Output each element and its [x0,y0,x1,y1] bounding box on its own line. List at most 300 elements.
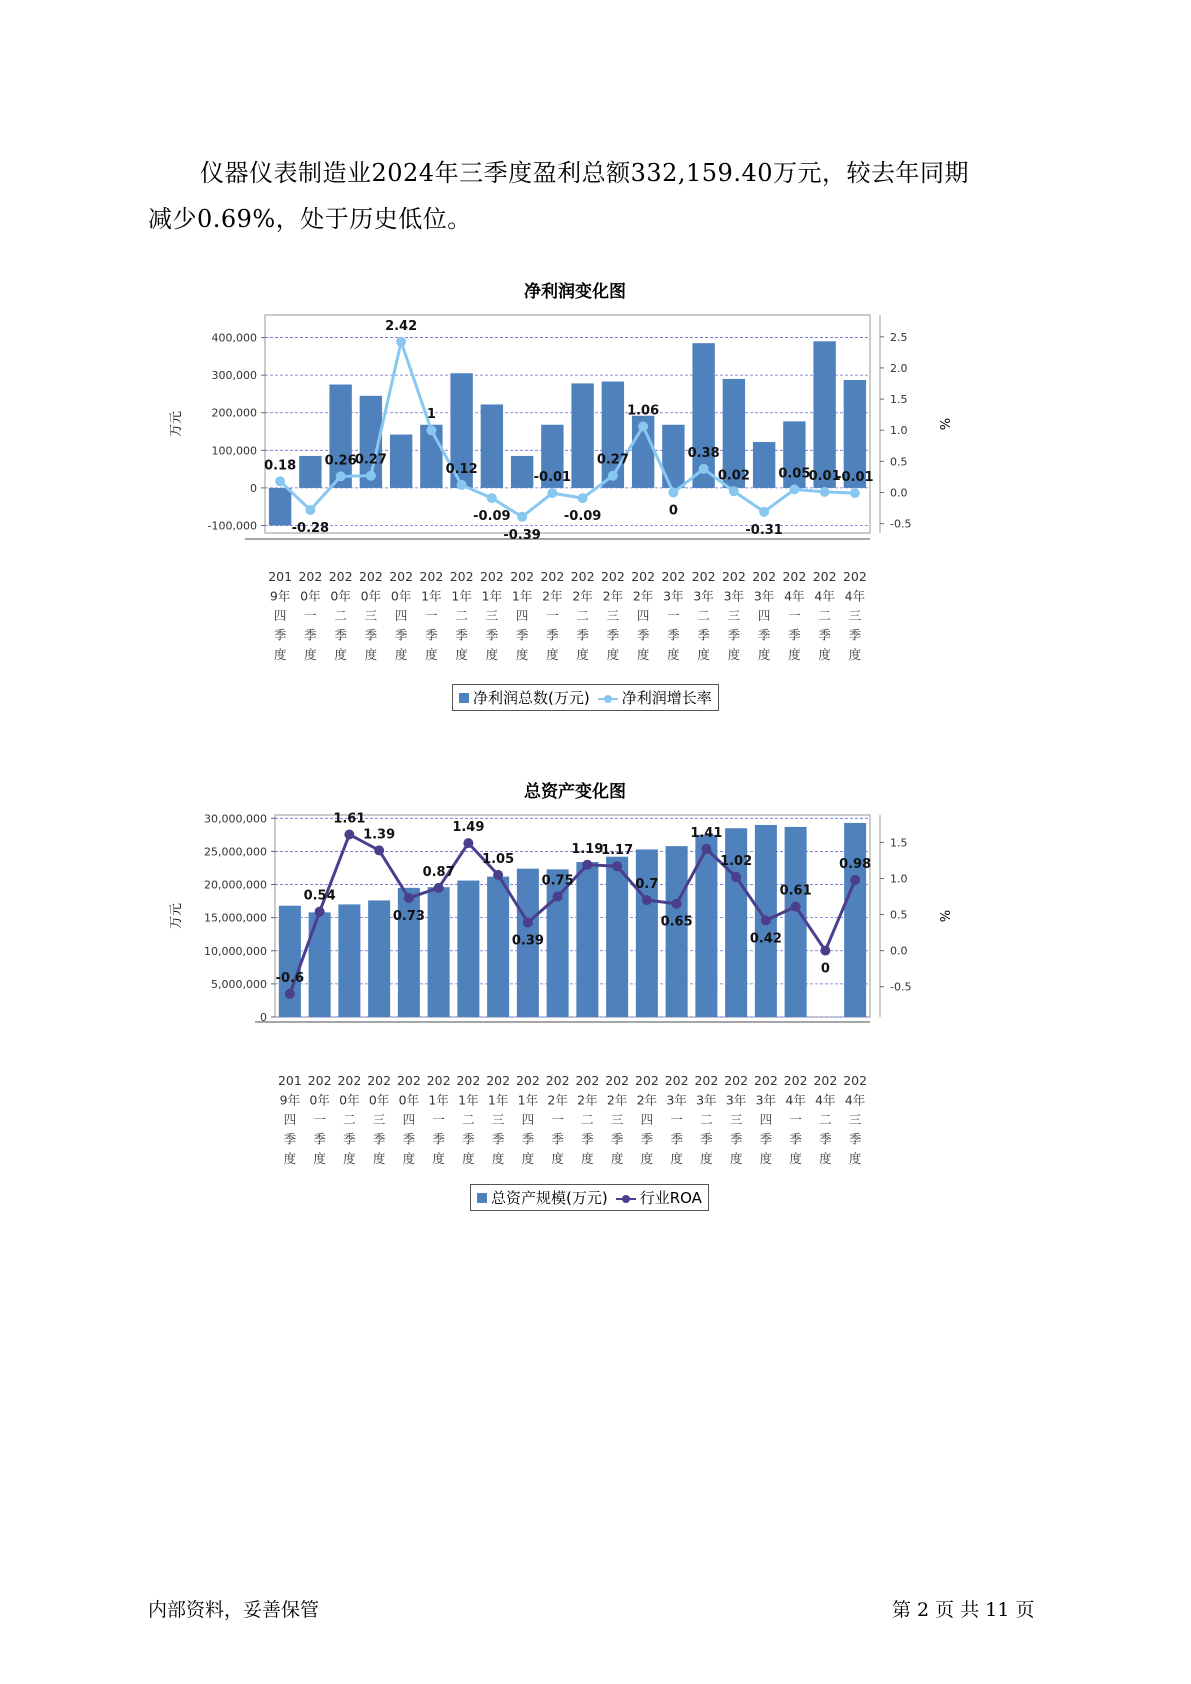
legend-item-line [598,687,712,708]
x-tick-label: 四 [402,1112,416,1127]
x-tick-label: 度 [425,647,438,662]
x-tick-label: 0年 [390,588,412,604]
x-tick-label: 季 [636,627,650,643]
x-tick-label: 3年 [696,1092,717,1108]
x-tick-label: 季 [640,1131,654,1147]
data-label: 1.39 [363,827,396,843]
x-tick-label: 度 [485,647,499,662]
line-point [547,488,557,498]
x-tick-label: 二 [455,608,468,623]
data-label: 0 [668,503,678,519]
x-tick-label: 三 [848,1112,862,1127]
x-tick-label: 1年 [487,1092,509,1108]
line-point [612,861,622,871]
y2-tick-label: 2.5 [890,330,908,344]
data-label: -0.6 [275,970,305,986]
x-tick-label: 度 [640,1151,654,1166]
line-point [523,917,533,927]
x-tick-label: 202 [298,569,323,584]
x-tick-label: 度 [667,647,680,662]
x-tick-label: 4年 [784,588,805,604]
line-point [344,829,354,839]
data-label: 0 [820,961,830,977]
y2-tick-label: 0.5 [890,908,908,922]
x-tick-label: 二 [700,1112,713,1127]
x-tick-label: 202 [486,1073,511,1088]
y2-axis-label: % [936,909,951,923]
line-point [457,480,467,490]
x-tick-label: 2年 [542,588,563,604]
data-label: 0.12 [445,462,478,478]
summary-paragraph [148,150,1048,242]
y2-tick-label: 1.5 [890,393,908,407]
bar [547,869,569,1017]
y2-tick-label: 1.0 [890,424,908,438]
x-tick-label: 202 [570,569,595,584]
x-tick-label: 202 [367,1073,392,1088]
y-tick-label: 400,000 [211,331,257,345]
line-point [404,893,414,903]
y-tick-label: 25,000,000 [204,845,267,859]
x-tick-label: 度 [364,647,378,662]
x-tick-label: 202 [721,569,746,584]
x-tick-label: 三 [727,608,741,623]
x-tick-label: 202 [515,1073,540,1088]
x-tick-label: 度 [343,1151,356,1166]
x-tick-label: 202 [396,1073,421,1088]
x-tick-label: 季 [546,627,559,643]
line-point [305,505,315,515]
x-tick-label: 1年 [511,588,533,604]
x-tick-label: 202 [540,569,565,584]
line-point [434,883,444,893]
x-tick-label: 三 [485,608,499,623]
legend-line-label: 行业ROA [639,1189,702,1207]
line-point [642,895,652,905]
net-profit-chart-svg [150,310,1000,700]
bar [398,888,420,1017]
line-point [672,899,682,909]
data-label: 0.75 [541,873,574,889]
line-point [275,476,285,486]
data-label: 0.73 [392,908,425,924]
x-tick-label: 二 [819,1112,832,1127]
bar [309,912,331,1017]
data-label: 0.54 [303,888,336,904]
x-tick-label: 202 [479,569,504,584]
y-tick-label: 30,000,000 [204,812,267,826]
legend-bar-label: 净利润总数(万元) [473,689,590,707]
x-tick-label: 202 [843,1073,868,1088]
bar [576,862,598,1017]
x-tick-label: 度 [394,647,408,662]
x-tick-label: 度 [606,647,620,662]
x-tick-label: 202 [634,1073,659,1088]
data-label: 1.19 [571,841,604,857]
x-tick-label: 4年 [844,1092,866,1108]
chart-title: 总资产变化图 [524,782,626,802]
line-point [487,493,497,503]
data-label: 0.02 [717,468,750,484]
legend-item-bar [477,1187,608,1208]
x-tick-label: 1年 [451,588,472,604]
x-tick-label: 度 [757,647,771,662]
chart-title: 净利润变化图 [524,282,626,302]
line-point [517,512,527,522]
x-tick-label: 202 [694,1073,719,1088]
x-tick-label: 季 [372,1131,386,1147]
data-label: 1.17 [601,843,634,859]
x-tick-label: 2年 [602,588,624,604]
y-tick-label: 0 [250,481,257,495]
line-point [850,875,860,885]
x-tick-label: 0年 [360,588,382,604]
data-label: 0.87 [422,864,455,880]
x-tick-label: 度 [819,1151,832,1166]
data-label: -0.01 [836,470,874,486]
x-tick-label: 度 [273,647,287,662]
y2-tick-label: 0.5 [890,455,908,469]
line-point [668,488,678,498]
line-point [315,907,325,917]
y-tick-label: 0 [260,1011,267,1024]
x-tick-label: 202 [782,569,807,584]
x-tick-label: 季 [610,1131,624,1147]
x-tick-label: 度 [283,1151,297,1166]
line-point [791,902,801,912]
line-point [396,337,406,347]
bar [279,906,301,1017]
x-tick-label: 4年 [844,588,866,604]
x-tick-label: 202 [605,1073,630,1088]
x-tick-label: 2年 [572,588,593,604]
data-label: 0.27 [596,452,629,468]
bar [368,900,390,1017]
bar [269,488,291,526]
x-tick-label: 季 [789,1131,802,1147]
bar [457,881,479,1017]
x-tick-label: 一 [432,1112,445,1127]
x-tick-label: 2年 [636,1092,658,1108]
bar [487,877,509,1017]
x-tick-label: 度 [697,647,710,662]
x-tick-label: 季 [304,627,317,643]
legend-bar-label: 总资产规模(万元) [491,1189,608,1207]
x-tick-label: 202 [510,569,535,584]
line-point [608,471,618,481]
x-tick-label: 201 [277,1073,302,1088]
y-tick-label: -100,000 [207,519,257,533]
x-tick-label: 度 [334,647,347,662]
x-tick-label: 度 [462,1151,475,1166]
data-label: -0.39 [503,527,541,543]
x-tick-label: 季 [700,1131,713,1147]
x-tick-label: 季 [576,627,589,643]
data-label: 1.06 [627,403,660,419]
bar [606,857,628,1017]
x-tick-label: 度 [727,647,741,662]
x-tick-label: 202 [419,569,444,584]
y-tick-label: 200,000 [211,406,257,420]
data-label: 0.98 [839,856,872,872]
legend-line-label: 净利润增长率 [621,689,712,707]
x-tick-label: 季 [670,1131,683,1147]
line-point [731,872,741,882]
x-tick-label: 度 [551,1151,564,1166]
data-label: -0.09 [563,509,602,525]
x-tick-label: 1年 [458,1092,479,1108]
line-point [463,838,473,848]
x-tick-label: 0年 [309,1092,330,1108]
x-tick-label: 一 [788,608,801,623]
x-tick-label: 202 [842,569,867,584]
x-tick-label: 季 [343,1131,356,1147]
x-tick-label: 季 [485,627,499,643]
x-tick-label: 度 [729,1151,743,1166]
data-label: 0.7 [635,877,659,893]
bar [844,823,866,1017]
x-tick-label: 一 [425,608,438,623]
x-tick-label: 1年 [481,588,503,604]
x-tick-label: 季 [313,1131,326,1147]
x-tick-label: 季 [667,627,680,643]
x-tick-label: 一 [667,608,680,623]
x-tick-label: 202 [664,1073,689,1088]
legend-line-swatch [598,694,618,704]
x-tick-label: 度 [546,647,559,662]
line-point [759,507,769,517]
x-tick-label: 二 [818,608,831,623]
line-point [366,471,376,481]
x-tick-label: 3年 [693,588,714,604]
total-assets-chart [150,770,1000,1220]
x-tick-label: 9年 [269,588,291,604]
legend-bar-swatch [477,1193,487,1203]
x-tick-label: 季 [848,1131,862,1147]
x-tick-label: 季 [551,1131,564,1147]
x-tick-label: 2年 [606,1092,628,1108]
x-tick-label: 一 [546,608,559,623]
x-tick-label: 2年 [577,1092,598,1108]
x-tick-label: 度 [670,1151,683,1166]
x-tick-label: 一 [304,608,317,623]
x-tick-label: 度 [636,647,650,662]
data-label: -0.28 [291,520,330,536]
y2-tick-label: 1.0 [890,872,908,886]
x-tick-label: 202 [426,1073,451,1088]
x-tick-label: 度 [372,1151,386,1166]
y2-axis-label: % [936,417,951,431]
x-tick-label: 季 [788,627,801,643]
footer-right: 第 2 页 共 11 页 [892,1599,1035,1621]
y-tick-label: 20,000,000 [204,878,267,892]
x-tick-label: 202 [724,1073,749,1088]
line-point [582,860,592,870]
x-tick-label: 度 [313,1151,326,1166]
x-tick-label: 度 [581,1151,594,1166]
x-tick-label: 季 [283,1131,297,1147]
x-tick-label: 0年 [339,1092,360,1108]
x-tick-label: 度 [610,1151,624,1166]
data-label: -0.09 [473,509,511,525]
x-tick-label: 202 [337,1073,362,1088]
data-label: 1.05 [482,851,515,867]
x-tick-label: 季 [581,1131,594,1147]
x-tick-label: 三 [491,1112,505,1127]
x-tick-label: 一 [789,1112,802,1127]
line-point [493,870,503,880]
x-tick-label: 二 [581,1112,594,1127]
data-label: 1.49 [452,820,485,836]
data-label: -0.31 [745,522,783,538]
total-assets-chart-svg [150,810,1000,1200]
x-tick-label: 202 [600,569,625,584]
x-tick-label: 1年 [517,1092,539,1108]
y2-tick-label: -0.5 [890,980,912,994]
data-label: 0.42 [749,931,782,947]
x-tick-label: 202 [813,1073,838,1088]
y-tick-label: 10,000,000 [204,944,267,958]
bar [511,456,533,488]
line-point [820,487,830,497]
x-tick-label: 季 [759,1131,773,1147]
x-tick-label: 季 [729,1131,743,1147]
x-tick-label: 度 [700,1151,713,1166]
line-point [638,421,648,431]
x-tick-label: 1年 [421,588,442,604]
x-tick-label: 四 [759,1112,773,1127]
x-tick-label: 二 [576,608,589,623]
x-tick-label: 季 [462,1131,475,1147]
x-tick-label: 0年 [330,588,351,604]
x-tick-label: 0年 [368,1092,390,1108]
bar [813,341,835,488]
x-tick-label: 202 [661,569,686,584]
x-tick-label: 四 [757,608,771,623]
x-tick-label: 度 [576,647,589,662]
x-tick-label: 季 [757,627,771,643]
x-tick-label: 二 [334,608,347,623]
data-label: 0.27 [354,452,387,468]
x-tick-label: 季 [394,627,408,643]
x-tick-label: 四 [636,608,650,623]
bar [571,383,593,487]
line-point [578,493,588,503]
y-tick-label: 5,000,000 [211,977,267,991]
y2-tick-label: 2.0 [890,361,908,375]
x-tick-label: 202 [575,1073,600,1088]
data-label: 0.26 [324,453,357,469]
x-tick-label: 202 [545,1073,570,1088]
x-tick-label: 202 [358,569,383,584]
x-tick-label: 202 [753,1073,778,1088]
x-tick-label: 202 [631,569,656,584]
bar [666,846,688,1017]
data-label: 0.39 [511,933,544,949]
x-tick-label: 0年 [300,588,321,604]
x-tick-label: 季 [425,627,438,643]
line-point [285,989,295,999]
chart-legend [452,684,719,711]
y2-tick-label: 0.0 [890,486,908,500]
x-tick-label: 4年 [814,588,835,604]
y-axis-label: 万元 [169,902,184,930]
summary-line-1: 仪器仪表制造业2024年三季度盈利总额332,159.40万元，较去年同期 [200,159,969,187]
x-tick-label: 二 [697,608,710,623]
x-tick-label: 202 [449,569,474,584]
x-tick-label: 季 [364,627,378,643]
x-tick-label: 季 [606,627,620,643]
line-point [336,471,346,481]
x-tick-label: 2年 [632,588,654,604]
x-tick-label: 季 [819,1131,832,1147]
x-tick-label: 二 [343,1112,356,1127]
x-tick-label: 3年 [725,1092,747,1108]
line-point [789,484,799,494]
x-tick-label: 三 [848,608,862,623]
x-tick-label: 3年 [755,1092,777,1108]
bar [636,849,658,1017]
x-tick-label: 4年 [815,1092,836,1108]
x-tick-label: 三 [729,1112,743,1127]
x-tick-label: 三 [364,608,378,623]
x-tick-label: 度 [432,1151,445,1166]
bar [785,827,807,1017]
x-tick-label: 度 [788,647,801,662]
line-point [820,946,830,956]
x-tick-label: 季 [818,627,831,643]
data-label: 2.42 [385,318,418,334]
data-label: 0.61 [779,883,812,899]
x-tick-label: 四 [273,608,287,623]
x-tick-label: 3年 [663,588,684,604]
x-tick-label: 一 [670,1112,683,1127]
x-tick-label: 二 [462,1112,475,1127]
x-tick-label: 季 [727,627,741,643]
bar [390,435,412,488]
x-tick-label: 季 [515,627,529,643]
summary-line-2: 减少0.69%，处于历史低位。 [148,205,472,233]
x-tick-label: 三 [372,1112,386,1127]
x-tick-label: 度 [402,1151,416,1166]
footer-left: 内部资料，妥善保管 [148,1599,320,1621]
line-point [729,486,739,496]
x-tick-label: 201 [268,569,293,584]
bar [753,442,775,488]
x-tick-label: 四 [283,1112,297,1127]
x-tick-label: 度 [848,647,862,662]
x-tick-label: 三 [610,1112,624,1127]
data-label: 1.61 [333,811,366,827]
x-tick-label: 季 [432,1131,445,1147]
x-tick-label: 202 [691,569,716,584]
y-tick-label: 100,000 [211,444,257,458]
x-tick-label: 四 [640,1112,654,1127]
data-label: 1.02 [720,854,753,870]
data-label: -0.01 [533,470,572,486]
y2-tick-label: 0.0 [890,944,908,958]
chart-legend [470,1184,709,1211]
legend-item-bar [459,687,590,708]
line-point [374,845,384,855]
x-tick-label: 一 [551,1112,564,1127]
x-tick-label: 3年 [723,588,745,604]
x-tick-label: 1年 [428,1092,449,1108]
x-tick-label: 202 [389,569,414,584]
x-tick-label: 度 [521,1151,535,1166]
x-tick-label: 季 [273,627,287,643]
x-tick-label: 4年 [785,1092,806,1108]
